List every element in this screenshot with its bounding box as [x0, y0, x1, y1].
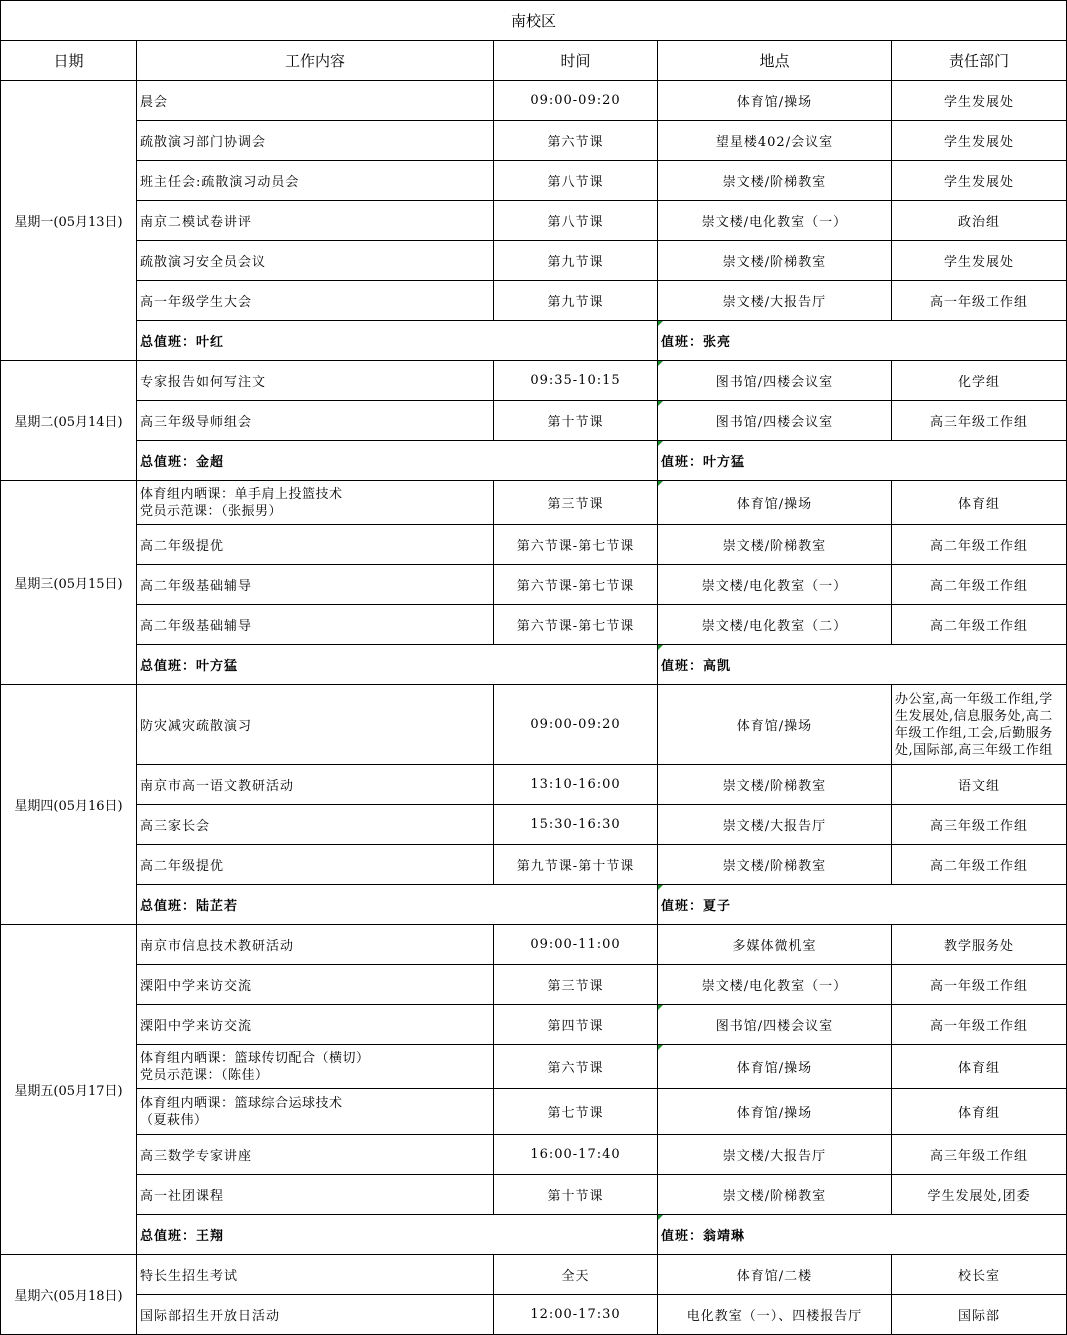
time-cell: 第三节课 — [494, 481, 658, 525]
table-row — [1, 685, 1067, 765]
content-text: 体育组内晒课：篮球传切配合（横切） — [140, 1050, 370, 1066]
table-row — [1, 1175, 1067, 1215]
chief-duty-label: 总值班： — [140, 455, 197, 470]
date-cell: 星期四(05月16日) — [1, 685, 137, 925]
time-cell: 16:00-17:40 — [494, 1135, 658, 1175]
time-cell: 15:30-16:30 — [494, 805, 658, 845]
duty-cell — [658, 1215, 1067, 1255]
content-cell — [137, 481, 494, 525]
table-row — [1, 361, 1067, 401]
table-row — [1, 965, 1067, 1005]
place-cell: 崇文楼/大报告厅 — [658, 1135, 892, 1175]
dept-cell: 学生发展处 — [892, 81, 1067, 121]
time-cell: 第六节课 — [494, 1045, 658, 1089]
date-cell: 星期二(05月14日) — [1, 361, 137, 481]
dept-cell: 学生发展处 — [892, 121, 1067, 161]
content-text: 体育组内晒课：篮球综合运球技术 — [140, 1095, 343, 1111]
place-cell: 崇文楼/阶梯教室 — [658, 241, 892, 281]
place-cell: 崇文楼/阶梯教室 — [658, 525, 892, 565]
header-date: 日期 — [1, 41, 137, 81]
dept-cell: 语文组 — [892, 765, 1067, 805]
content-cell — [137, 241, 494, 281]
chief-duty-name: 陆芷若 — [196, 899, 239, 914]
content-cell — [137, 281, 494, 321]
time-cell: 09:00-09:20 — [494, 81, 658, 121]
time-cell: 第七节课 — [494, 1089, 658, 1135]
dept-cell: 高三年级工作组 — [892, 1135, 1067, 1175]
content-cell — [137, 765, 494, 805]
content-text: 溧阳中学来访交流 — [140, 979, 253, 994]
content-subtext: 党员示范课：（张振男） — [140, 503, 283, 519]
duty-row — [1, 321, 1067, 361]
content-text: 疏散演习部门协调会 — [140, 135, 267, 150]
place-cell: 体育馆/操场 — [658, 1089, 892, 1135]
time-cell: 09:00-09:20 — [494, 685, 658, 765]
dept-cell: 高一年级工作组 — [892, 965, 1067, 1005]
content-cell — [137, 565, 494, 605]
time-cell: 13:10-16:00 — [494, 765, 658, 805]
time-cell: 第六节课 — [494, 121, 658, 161]
chief-duty-name: 叶方猛 — [196, 659, 239, 674]
duty-row — [1, 885, 1067, 925]
duty-label: 值班： — [661, 335, 704, 350]
time-cell: 第六节课-第七节课 — [494, 605, 658, 645]
dept-cell: 学生发展处 — [892, 161, 1067, 201]
place-cell: 电化教室（一）、四楼报告厅 — [658, 1295, 892, 1335]
place-cell: 崇文楼/电化教室（一） — [658, 965, 892, 1005]
content-cell — [137, 401, 494, 441]
dept-cell: 体育组 — [892, 1089, 1067, 1135]
chief-duty-label: 总值班： — [140, 899, 197, 914]
content-text: 高二年级提优 — [140, 859, 225, 874]
duty-label: 值班： — [661, 899, 704, 914]
content-text: 防灾减灾疏散演习 — [140, 719, 253, 734]
time-cell: 第九节课 — [494, 241, 658, 281]
chief-duty-label: 总值班： — [140, 335, 197, 350]
dept-cell: 化学组 — [892, 361, 1067, 401]
duty-label: 值班： — [661, 659, 704, 674]
time-cell: 12:00-17:30 — [494, 1295, 658, 1335]
table-row — [1, 161, 1067, 201]
place-cell: 崇文楼/电化教室（一） — [658, 565, 892, 605]
dept-cell: 高二年级工作组 — [892, 845, 1067, 885]
content-text: 专家报告如何写注文 — [140, 375, 267, 390]
content-cell — [137, 925, 494, 965]
place-cell: 望星楼402/会议室 — [658, 121, 892, 161]
time-cell: 第六节课-第七节课 — [494, 565, 658, 605]
content-text: 高一社团课程 — [140, 1189, 225, 1204]
place-cell: 崇文楼/大报告厅 — [658, 805, 892, 845]
time-cell: 09:35-10:15 — [494, 361, 658, 401]
content-text: 南京市信息技术教研活动 — [140, 939, 295, 954]
table-row — [1, 481, 1067, 525]
duty-name: 翁靖琳 — [703, 1229, 746, 1244]
content-text: 特长生招生考试 — [140, 1269, 239, 1284]
header-content: 工作内容 — [137, 41, 494, 81]
time-cell: 09:00-11:00 — [494, 925, 658, 965]
place-cell: 崇文楼/阶梯教室 — [658, 845, 892, 885]
place-cell: 崇文楼/阶梯教室 — [658, 765, 892, 805]
place-cell: 体育馆/操场 — [658, 81, 892, 121]
duty-name: 叶方猛 — [703, 455, 746, 470]
chief-duty-cell — [137, 441, 658, 481]
content-cell — [137, 965, 494, 1005]
place-cell: 图书馆/四楼会议室 — [658, 361, 892, 401]
time-cell: 第九节课 — [494, 281, 658, 321]
content-text: 高三年级导师组会 — [140, 415, 253, 430]
content-cell — [137, 605, 494, 645]
content-cell — [137, 201, 494, 241]
header-place: 地点 — [658, 41, 892, 81]
duty-cell — [658, 645, 1067, 685]
time-cell: 第八节课 — [494, 201, 658, 241]
content-cell — [137, 1135, 494, 1175]
header-dept: 责任部门 — [892, 41, 1067, 81]
content-text: 晨会 — [140, 95, 169, 110]
time-cell: 第十节课 — [494, 401, 658, 441]
table-row — [1, 1135, 1067, 1175]
table-row — [1, 81, 1067, 121]
dept-cell: 办公室,高一年级工作组,学生发展处,信息服务处,高二年级工作组,工会,后勤服务处,国际部,高三年级工作组 — [892, 685, 1067, 765]
schedule-body — [1, 81, 1067, 1335]
table-row — [1, 845, 1067, 885]
chief-duty-name: 金超 — [196, 455, 225, 470]
place-cell: 崇文楼/电化教室（一） — [658, 201, 892, 241]
place-cell: 崇文楼/大报告厅 — [658, 281, 892, 321]
place-cell: 崇文楼/电化教室（二） — [658, 605, 892, 645]
chief-duty-label: 总值班： — [140, 659, 197, 674]
content-cell — [137, 685, 494, 765]
dept-cell: 政治组 — [892, 201, 1067, 241]
table-row — [1, 925, 1067, 965]
dept-cell: 学生发展处 — [892, 241, 1067, 281]
duty-name: 张亮 — [703, 335, 732, 350]
content-text: 高三数学专家讲座 — [140, 1149, 253, 1164]
content-subtext: 党员示范课：（陈佳） — [140, 1067, 269, 1083]
content-text: 南京市高一语文教研活动 — [140, 779, 295, 794]
table-row — [1, 121, 1067, 161]
place-cell: 图书馆/四楼会议室 — [658, 1005, 892, 1045]
table-row — [1, 1005, 1067, 1045]
dept-cell: 高三年级工作组 — [892, 401, 1067, 441]
dept-cell: 高一年级工作组 — [892, 1005, 1067, 1045]
content-text: 高二年级基础辅导 — [140, 619, 253, 634]
content-cell — [137, 1089, 494, 1135]
time-cell: 全天 — [494, 1255, 658, 1295]
dept-cell: 体育组 — [892, 481, 1067, 525]
table-row — [1, 1295, 1067, 1335]
dept-cell: 高二年级工作组 — [892, 565, 1067, 605]
content-text: 南京二模试卷讲评 — [140, 215, 253, 230]
table-row — [1, 201, 1067, 241]
time-cell: 第六节课-第七节课 — [494, 525, 658, 565]
content-cell — [137, 161, 494, 201]
chief-duty-cell — [137, 1215, 658, 1255]
table-row — [1, 565, 1067, 605]
header-time: 时间 — [494, 41, 658, 81]
chief-duty-cell — [137, 645, 658, 685]
table-row — [1, 401, 1067, 441]
dept-cell: 教学服务处 — [892, 925, 1067, 965]
content-cell — [137, 1005, 494, 1045]
time-cell: 第十节课 — [494, 1175, 658, 1215]
content-cell — [137, 121, 494, 161]
dept-cell: 高一年级工作组 — [892, 281, 1067, 321]
chief-duty-name: 叶红 — [196, 335, 225, 350]
table-row — [1, 241, 1067, 281]
content-cell — [137, 525, 494, 565]
content-text: 疏散演习安全员会议 — [140, 255, 267, 270]
dept-cell: 高二年级工作组 — [892, 605, 1067, 645]
campus-title: 南校区 — [1, 1, 1067, 41]
content-cell — [137, 1175, 494, 1215]
dept-cell: 体育组 — [892, 1045, 1067, 1089]
place-cell: 图书馆/四楼会议室 — [658, 401, 892, 441]
date-cell: 星期一(05月13日) — [1, 81, 137, 361]
content-text: 高三家长会 — [140, 819, 211, 834]
duty-name: 高凯 — [703, 659, 732, 674]
table-row — [1, 605, 1067, 645]
chief-duty-label: 总值班： — [140, 1229, 197, 1244]
time-cell: 第八节课 — [494, 161, 658, 201]
dept-cell: 国际部 — [892, 1295, 1067, 1335]
content-text: 高二年级提优 — [140, 539, 225, 554]
date-cell: 星期三(05月15日) — [1, 481, 137, 685]
time-cell: 第九节课-第十节课 — [494, 845, 658, 885]
content-cell — [137, 805, 494, 845]
table-row — [1, 805, 1067, 845]
duty-cell — [658, 885, 1067, 925]
dept-cell: 高二年级工作组 — [892, 525, 1067, 565]
dept-cell: 校长室 — [892, 1255, 1067, 1295]
duty-row — [1, 645, 1067, 685]
duty-cell — [658, 321, 1067, 361]
place-cell: 体育馆/操场 — [658, 685, 892, 765]
content-text: 溧阳中学来访交流 — [140, 1019, 253, 1034]
dept-cell: 高三年级工作组 — [892, 805, 1067, 845]
content-cell — [137, 1295, 494, 1335]
content-text: 体育组内晒课：单手肩上投篮技术 — [140, 486, 343, 502]
place-cell: 体育馆/操场 — [658, 1045, 892, 1089]
table-row — [1, 1255, 1067, 1295]
place-cell: 体育馆/操场 — [658, 481, 892, 525]
place-cell: 崇文楼/阶梯教室 — [658, 1175, 892, 1215]
place-cell: 多媒体微机室 — [658, 925, 892, 965]
duty-label: 值班： — [661, 455, 704, 470]
content-cell — [137, 1045, 494, 1089]
duty-cell — [658, 441, 1067, 481]
place-cell: 体育馆/二楼 — [658, 1255, 892, 1295]
duty-row — [1, 441, 1067, 481]
duty-row — [1, 1215, 1067, 1255]
chief-duty-name: 王翔 — [196, 1229, 225, 1244]
table-row — [1, 1089, 1067, 1135]
dept-cell: 学生发展处,团委 — [892, 1175, 1067, 1215]
content-cell — [137, 1255, 494, 1295]
table-row — [1, 525, 1067, 565]
table-row — [1, 765, 1067, 805]
chief-duty-cell — [137, 885, 658, 925]
duty-label: 值班： — [661, 1229, 704, 1244]
content-text: 班主任会:疏散演习动员会 — [140, 175, 300, 190]
table-row — [1, 1045, 1067, 1089]
chief-duty-cell — [137, 321, 658, 361]
table-row — [1, 281, 1067, 321]
content-subtext: （夏萩伟） — [140, 1112, 208, 1128]
time-cell: 第三节课 — [494, 965, 658, 1005]
content-text: 高二年级基础辅导 — [140, 579, 253, 594]
date-cell: 星期五(05月17日) — [1, 925, 137, 1255]
place-cell: 崇文楼/阶梯教室 — [658, 161, 892, 201]
time-cell: 第四节课 — [494, 1005, 658, 1045]
content-text: 国际部招生开放日活动 — [140, 1309, 281, 1324]
content-cell — [137, 361, 494, 401]
content-cell — [137, 845, 494, 885]
date-cell: 星期六(05月18日) — [1, 1255, 137, 1335]
content-cell — [137, 81, 494, 121]
content-text: 高一年级学生大会 — [140, 295, 253, 310]
duty-name: 夏子 — [703, 899, 732, 914]
